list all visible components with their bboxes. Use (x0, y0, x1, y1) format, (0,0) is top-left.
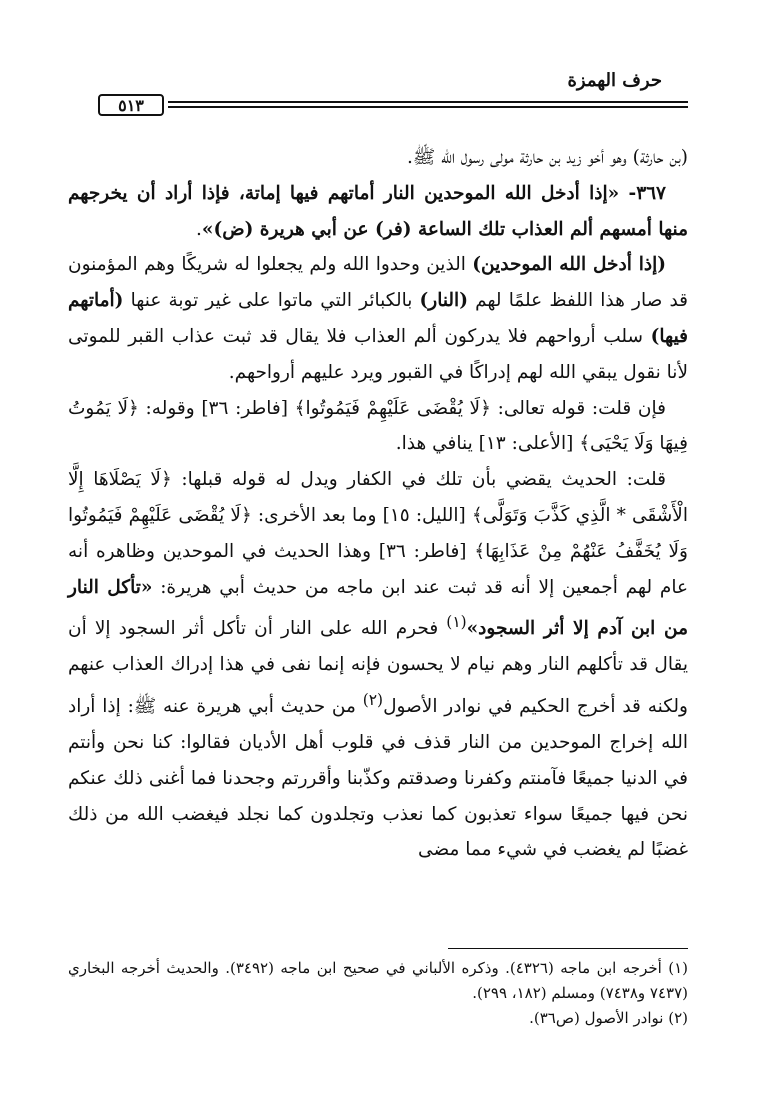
hadith-text: «إذا أدخل الله الموحدين النار أماتهم فيها إماتة، فإذا أراد أن يخرجهم منها أمسهم ألم العذاب تلك الساعة (فر) عن أبي هريرة (ض)» (68, 182, 688, 240)
answer-text-1: قلت: الحديث يقضي بأن تلك في الكفار ويدل له قوله قبلها: ﴿لَا يَصْلَاهَا إِلَّا الْأَشْقَى * الَّذِي كَذَّبَ وَتَوَلَّى﴾ [الليل: ١٥] وما بعد الأخرى: ﴿لَا يُقْضَى عَلَيْهِمْ فَيَمُوتُوا وَلَا يُخَفَّفُ عَنْهُمْ مِنْ عَذَابِهَا﴾ [فاطر: ٣٦] وهذا الحديث في الموحدين وظاهره أنه عام لهم أجمعين إلا أنه قد ثبت عند ابن ماجه من حديث أبي هريرة: (68, 469, 689, 598)
paragraph-commentary (68, 247, 688, 390)
header-rule-line-top (168, 101, 688, 103)
paragraph-intro: (بن حارثة) وهو أخو زيد بن حارثة مولى رسول الله ﷺ. (406, 147, 688, 168)
term-1: (إذا أدخل الله الموحدين) (472, 254, 666, 276)
footnote-2: (٢) نوادر الأصول (ص٣٦). (529, 1009, 688, 1027)
answer-text-3: من حديث أبي هريرة عنه ﷺ: إذا أراد الله إخراج الموحدين من النار قذف في قلوب أهل الأديان فقالوا: كنا نحن وأنتم في الدنيا جميعًا فآمنتم وكفرنا وصدقتم وكذّبنا وأقررتم وجحدنا فما أغنى ذلك عنكم نحن فيها جميعًا سواء تعذبون كما نعذب وتجلدون كما نجلد فيغضب الله من ذلك غضبًا لم يغضب في شيء مما مضى (68, 696, 688, 861)
commentary-text-3: سلب أرواحهم فلا يدركون ألم العذاب فلا يقال قد ثبت عذاب القبر للموتى لأنا نقول يبقي الله لهم إدراكًا في القبور ويرد عليهم أرواحهم. (68, 325, 688, 383)
hadith-end: . (196, 218, 202, 240)
commentary-text-2: بالكبائر التي ماتوا على غير توبة عنها (123, 290, 420, 312)
chapter-title: حرف الهمزة (567, 70, 662, 91)
page-number: ٥١٣ (98, 94, 164, 116)
paragraph-objection: فإن قلت: قوله تعالى: ﴿لَا يُقْضَى عَلَيْهِمْ فَيَمُوتُوا﴾ [فاطر: ٣٦] وقوله: ﴿لَا يَمُوتُ فِيهَا وَلَا يَحْيَى﴾ [الأعلى: ١٣] ينافي هذا. (68, 397, 688, 455)
header-rule-line-bottom (168, 106, 688, 108)
paragraph-answer (68, 462, 688, 868)
main-text (68, 140, 688, 868)
footnote-1: (١) أخرجه ابن ماجه (٤٣٢٦). وذكره الألباني في صحيح ابن ماجه (٣٤٩٢). والحديث أخرجه البخاري (٧٤٣٧ و٧٤٣٨) ومسلم (١٨٢، ٢٩٩). (68, 959, 688, 1002)
hadith-number: ٣٦٧- (619, 182, 666, 204)
commentary-text-1: الذين وحدوا الله ولم يجعلوا له شريكًا وهم المؤمنون قد صار هذا اللفظ علمًا لهم (68, 254, 688, 312)
header-ornament-rule (98, 93, 688, 117)
footnote-ref-2: (٢) (362, 691, 384, 710)
footnote-separator (448, 948, 688, 949)
term-2: (النار) (419, 290, 468, 312)
term-3: (أماتهم فيها) (68, 290, 688, 347)
footnotes (68, 956, 688, 1031)
hadith-entry (68, 176, 688, 248)
footnote-ref-1: (١) (446, 613, 467, 632)
answer-text-2: فحرم الله على النار أن تأكل أثر السجود إلا أن يقال قد تأكلهم النار وهم نيام لا يحسون فإنه إنما نفى في هذا إدراك العذاب عنهم ولكنه قد أخرج الحكيم في نوادر الأصول (68, 618, 688, 718)
quoted-hadith: «تأكل النار من ابن آدم إلا أثر السجود» (68, 576, 688, 640)
